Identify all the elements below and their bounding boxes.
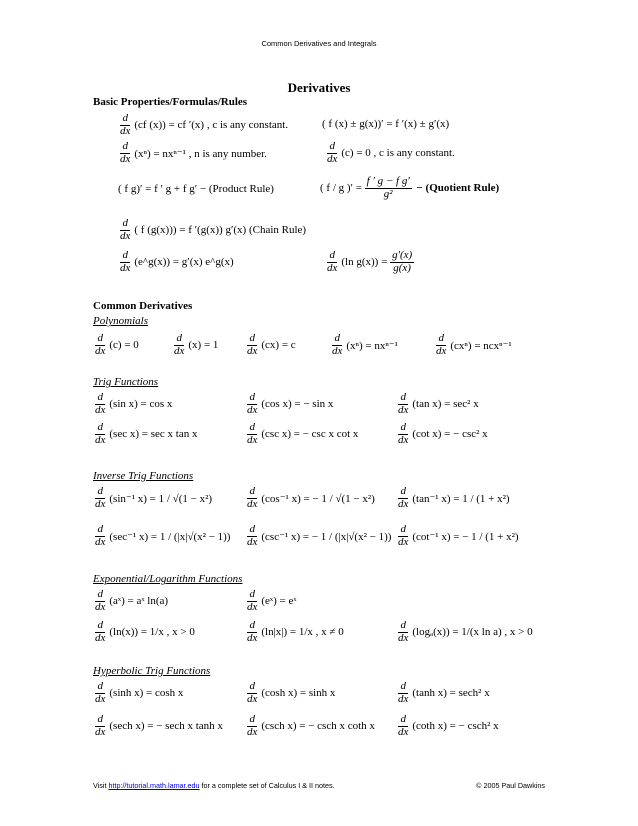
poly-4: d dx (xⁿ) = nxⁿ⁻¹ [332,332,398,357]
trig-cos: d dx (cos x) = − sin x [247,391,334,416]
poly-5: d dx (cxⁿ) = ncxⁿ⁻¹ [436,332,512,357]
page-footer [93,781,545,790]
log-log-a: d dx (logₐ(x)) = 1/(x ln a) , x > 0 [398,619,533,644]
log-ln-abs-x: d dx (ln|x|) = 1/x , x ≠ 0 [247,619,344,644]
footer-link[interactable]: http://tutorial.math.lamar.edu [108,781,200,790]
subsection-inverse-trig: Inverse Trig Functions [93,470,194,482]
exp-a-x: d dx (aˣ) = aˣ ln(a) [95,588,169,613]
section-common-derivatives: Common Derivatives [93,300,193,312]
hyp-csch: d dx (csch x) = − csch x coth x [247,713,375,738]
page-header: Common Derivatives and Integrals [261,39,377,48]
page-title: Derivatives [287,80,351,95]
trig-sec: d dx (sec x) = sec x tan x [95,421,198,446]
subsection-exp-log: Exponential/Logarithm Functions [93,573,243,585]
inv-arccsc: d dx (csc⁻¹ x) = − 1 / (|x|√(x² − 1)) [247,523,392,548]
poly-2: d dx (x) = 1 [174,332,219,357]
footer-rest: for a complete set of Calculus I & II notes. [201,781,335,790]
subsection-hyperbolic: Hyperbolic Trig Functions [93,665,211,677]
hyp-tanh: d dx (tanh x) = sech² x [398,680,490,705]
inv-arcsec: d dx (sec⁻¹ x) = 1 / (|x|√(x² − 1)) [95,523,231,548]
inv-arccot: d dx (cot⁻¹ x) = − 1 / (1 + x²) [398,523,519,548]
inv-arcsin: d dx (sin⁻¹ x) = 1 / √(1 − x²) [95,485,213,510]
hyp-sech: d dx (sech x) = − sech x tanh x [95,713,223,738]
hyp-coth: d dx (coth x) = − csch² x [398,713,499,738]
footer-copyright: © 2005 Paul Dawkins [476,781,545,790]
rule-sum-difference: ( f (x) ± g(x))′ = f ′(x) ± g′(x) [322,118,450,130]
trig-cot: d dx (cot x) = − csc² x [398,421,488,446]
poly-1: d dx (c) = 0 [95,332,139,357]
inv-arctan: d dx (tan⁻¹ x) = 1 / (1 + x²) [398,485,510,510]
subsection-trig: Trig Functions [93,376,159,388]
hyp-cosh: d dx (cosh x) = sinh x [247,680,336,705]
trig-tan: d dx (tan x) = sec² x [398,391,479,416]
section-basic-properties: Basic Properties/Formulas/Rules [93,96,248,108]
hyp-sinh: d dx (sinh x) = cosh x [95,680,184,705]
subsection-polynomials: Polynomials [93,315,148,327]
rule-exponential: d dx (e^g(x)) = g′(x) e^g(x) [120,249,234,274]
log-ln-x: d dx (ln(x)) = 1/x , x > 0 [95,619,195,644]
rule-power: d dx (xⁿ) = nxⁿ⁻¹ , n is any number. [120,140,267,165]
trig-csc: d dx (csc x) = − csc x cot x [247,421,359,446]
exp-e-x: d dx (eˣ) = eˣ [247,588,297,613]
footer-visit: Visit [93,781,107,790]
trig-sin: d dx (sin x) = cos x [95,391,173,416]
rule-constant-multiple: d dx (cf (x)) = cf ′(x) , c is any constant. [120,112,289,137]
rule-log: d dx (ln g(x)) = $\frac{g'(x)}{g(x)}$ [327,249,413,274]
rule-constant: d dx (c) = 0 , c is any constant. [327,140,455,165]
rule-quotient: ( f / g )′ = $\frac{\text{f ′ g − f g′}}{\text{g²}}$ − (Quotient Rule) [320,175,500,200]
poly-3: d dx (cx) = c [247,332,296,357]
rule-product: ( f g)′ = f ′ g + f g′ − (Product Rule) [118,183,274,195]
rule-chain: d dx ( f (g(x))) = f ′(g(x)) g′(x) (Chain Rule) [120,217,307,242]
inv-arccos: d dx (cos⁻¹ x) = − 1 / √(1 − x²) [247,485,375,510]
